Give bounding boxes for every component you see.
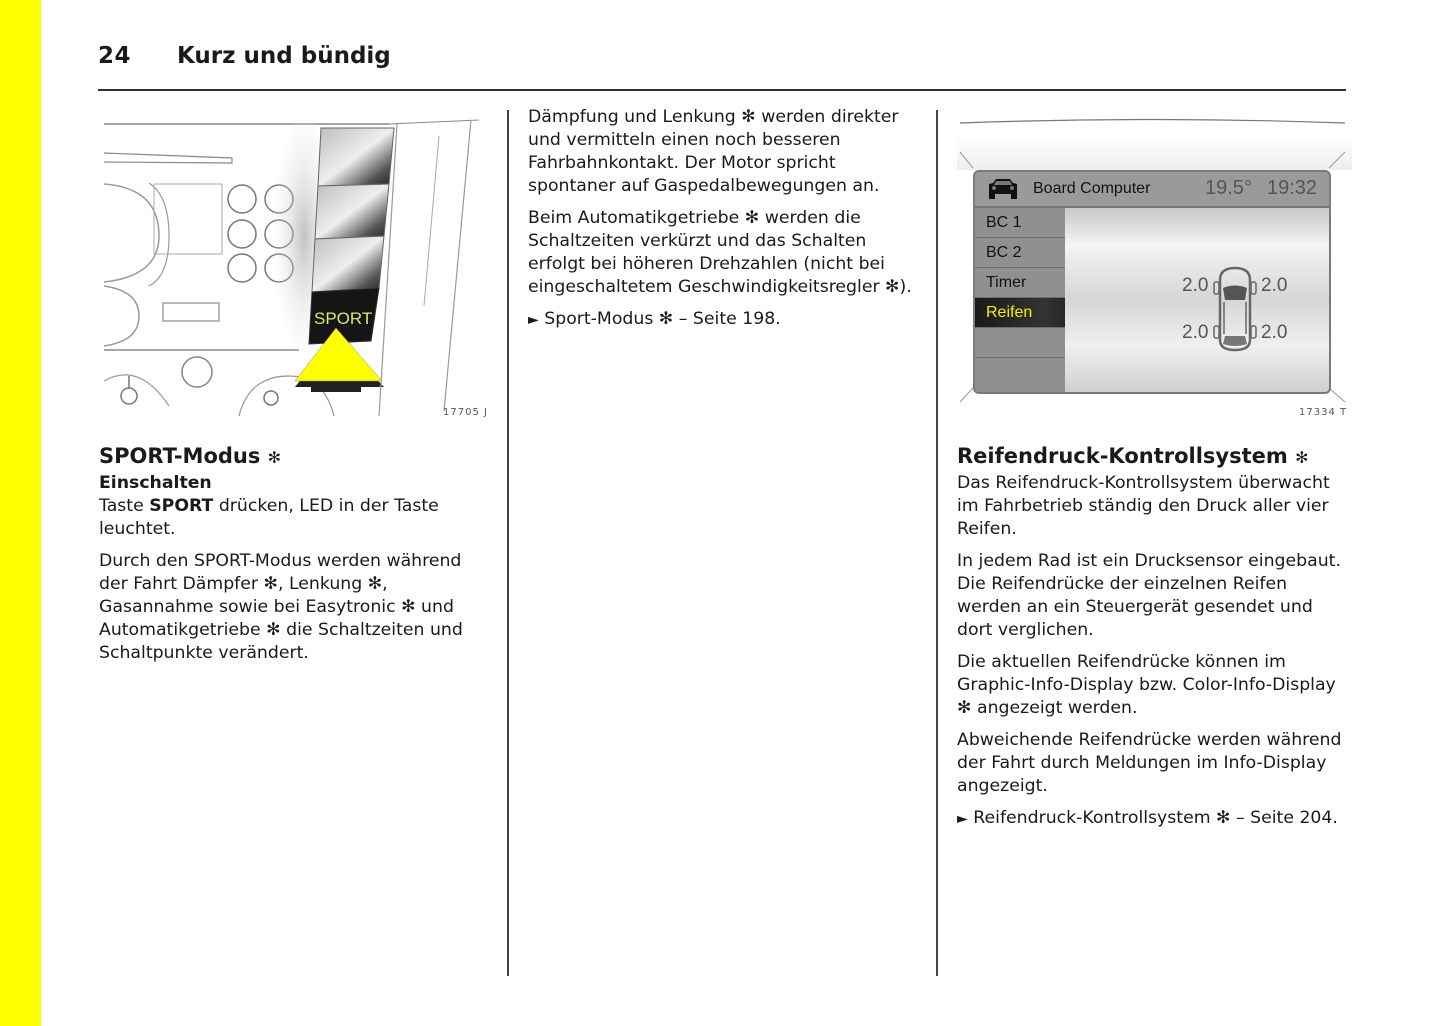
header-rule bbox=[98, 89, 1346, 91]
right-column bbox=[957, 106, 1352, 840]
arrow-right-icon: ► bbox=[957, 811, 968, 827]
arrow-right-icon: ► bbox=[528, 312, 539, 328]
menu-item-empty[interactable] bbox=[975, 328, 1065, 358]
sport-button-label: SPORT bbox=[314, 309, 373, 328]
figure-id: 17705 J bbox=[443, 407, 488, 418]
page-number: 24 bbox=[98, 43, 132, 69]
menu-item-bc2[interactable]: BC 2 bbox=[975, 238, 1065, 268]
paragraph: Dämpfung und Lenkung ✻ werden direkter und vermitteln einen noch besseren Fahrbahnkontakt. Der Motor spricht spontaner auf Gaspedalbewegungen an. bbox=[528, 107, 899, 196]
text: drücken, LED in der Taste leuchtet. bbox=[99, 496, 439, 539]
tire-pressure-heading bbox=[957, 442, 1352, 472]
page-reference[interactable] bbox=[528, 308, 923, 332]
paragraph: Beim Automatikgetriebe ✻ werden die Schaltzeiten verkürzt und das Schalten erfolgt bei höheren Drehzahlen (nicht bei eingeschaltetem Geschwindigkeitsregler ✻). bbox=[528, 208, 912, 297]
menu-item-empty[interactable] bbox=[975, 358, 1065, 387]
column-divider-right bbox=[936, 110, 938, 976]
middle-column bbox=[528, 106, 923, 341]
menu-item-bc1[interactable]: BC 1 bbox=[975, 208, 1065, 238]
optional-equipment-icon: ✻ bbox=[1295, 448, 1309, 467]
page-title: Kurz und bündig bbox=[177, 43, 391, 69]
info-display bbox=[973, 170, 1331, 394]
page-header bbox=[98, 40, 1346, 90]
column-divider-left bbox=[507, 110, 509, 976]
sport-mode-heading bbox=[99, 442, 494, 472]
display-time: 19:32 bbox=[1267, 177, 1318, 199]
bold-text: SPORT bbox=[149, 496, 214, 516]
car-icon bbox=[987, 179, 1019, 199]
paragraph: In jedem Rad ist ein Drucksensor eingebaut. Die Reifendrücke der einzelnen Reifen werden an ein Steuergerät gesendet und dort verglichen. bbox=[957, 551, 1341, 640]
menu-item-timer[interactable]: Timer bbox=[975, 268, 1065, 298]
heading-text: SPORT-Modus bbox=[99, 444, 261, 468]
tire-pressure-front-left: 2.0 bbox=[1182, 275, 1209, 296]
board-computer-figure bbox=[957, 106, 1352, 426]
paragraph: Durch den SPORT-Modus werden während der Fahrt Dämpfer ✻, Lenkung ✻, Gasannahme sowie bei Easytronic ✻ und Automatikgetriebe ✻ die Schaltzeiten und Schaltpunkte verändert. bbox=[99, 551, 463, 663]
reference-text[interactable]: Sport-Modus ✻ – Seite 198. bbox=[544, 309, 781, 329]
figure-id: 17334 T bbox=[1299, 407, 1348, 418]
display-title: Board Computer bbox=[1033, 180, 1151, 197]
optional-equipment-icon: ✻ bbox=[267, 448, 282, 467]
left-column bbox=[99, 106, 494, 674]
car-top-view-icon bbox=[1212, 266, 1258, 352]
display-temperature: 19.5° bbox=[1205, 177, 1252, 199]
reference-text[interactable]: Reifendruck-Kontrollsystem ✻ – Seite 204. bbox=[973, 808, 1338, 828]
einschalten-subheading: Einschalten bbox=[99, 473, 212, 493]
tire-pressure-rear-left: 2.0 bbox=[1182, 322, 1209, 343]
tire-pressure-front-right: 2.0 bbox=[1261, 275, 1288, 296]
page-reference[interactable] bbox=[957, 807, 1352, 831]
sport-button-figure bbox=[99, 106, 499, 426]
yellow-side-strip bbox=[0, 0, 41, 1026]
paragraph: Das Reifendruck-Kontrollsystem überwacht im Fahrbetrieb ständig den Druck aller vier Reifen. bbox=[957, 473, 1330, 539]
display-menu bbox=[975, 208, 1065, 392]
dashboard-illustration bbox=[99, 106, 499, 421]
display-content bbox=[1065, 208, 1329, 392]
paragraph: Abweichende Reifendrücke werden während der Fahrt durch Meldungen im Info-Display angezeigt. bbox=[957, 730, 1342, 796]
display-titlebar bbox=[975, 172, 1329, 208]
tire-pressure-rear-right: 2.0 bbox=[1261, 322, 1288, 343]
menu-item-reifen[interactable]: Reifen bbox=[975, 298, 1075, 328]
text: Taste bbox=[99, 496, 150, 516]
paragraph: Die aktuellen Reifendrücke können im Graphic-Info-Display bzw. Color-Info-Display ✻ angezeigt werden. bbox=[957, 652, 1336, 718]
heading-text: Reifendruck-Kontrollsystem bbox=[957, 444, 1288, 468]
paragraph bbox=[99, 495, 494, 541]
